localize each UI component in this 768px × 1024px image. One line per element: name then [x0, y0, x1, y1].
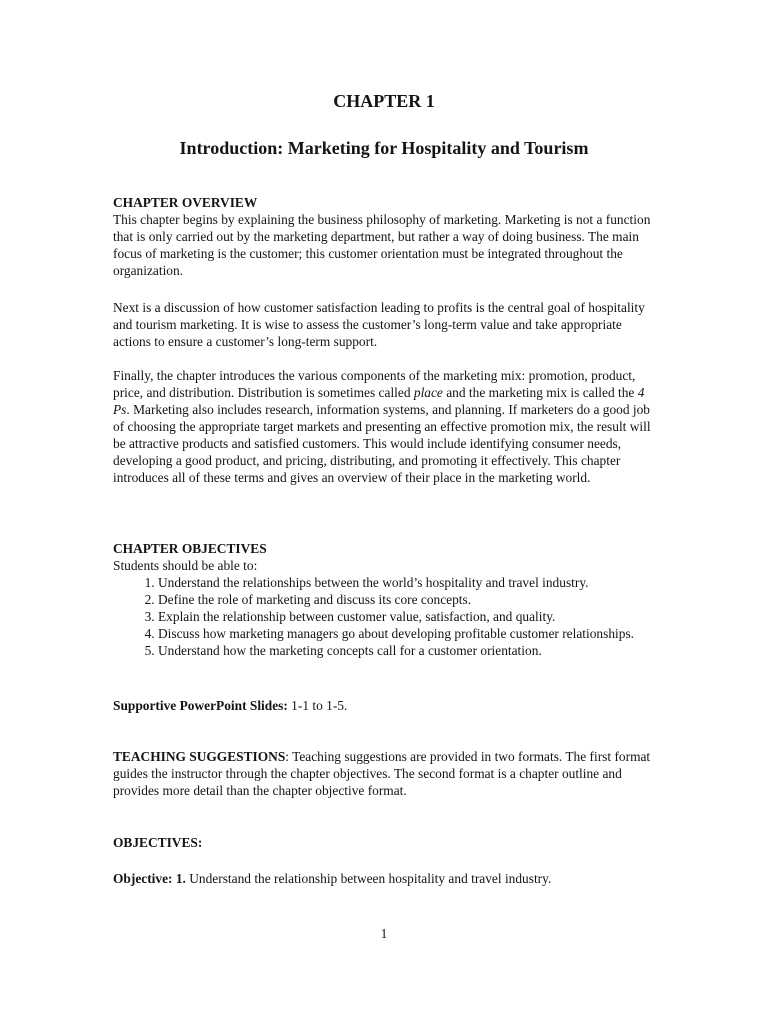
objective-item: 1. Understand the relationships between the world’s hospitality and travel industry. — [158, 574, 659, 591]
teaching-suggestions-block — [113, 748, 659, 799]
chapter-number: CHAPTER 1 — [333, 91, 435, 111]
objective-item: 2. Define the role of marketing and discuss its core concepts. — [158, 591, 659, 608]
p3-text-c: . Marketing also includes research, information systems, and planning. If marketers do a good job of choosing the appropriate target markets and presenting an effective promotion mix, the result will be attractive products and satisfied customers. This would include identifying consumer needs, developing a good product, and pricing, distributing, and promoting it effectively. This chapter introduces all of these terms and gives an overview of their place in the marketing world. — [113, 402, 651, 485]
objective-1-label: Objective: 1. — [113, 871, 186, 886]
p3-text-a: Finally, the chapter introduces the various components of the marketing mix: promotion, product, price, and distribution. Distribution is sometimes called — [113, 368, 636, 400]
teaching-suggestions-label: TEACHING SUGGESTIONS — [113, 749, 286, 764]
chapter-overview-heading: CHAPTER OVERVIEW — [113, 195, 258, 210]
powerpoint-value: 1-1 to 1-5. — [287, 698, 348, 713]
overview-paragraph-3-block — [113, 367, 659, 486]
objective-item: 5. Understand how the marketing concepts call for a customer orientation. — [158, 642, 659, 659]
chapter-overview-section — [113, 194, 659, 279]
objectives-list — [113, 574, 659, 659]
chapter-objectives-heading: CHAPTER OBJECTIVES — [113, 541, 267, 556]
chapter-title: Introduction: Marketing for Hospitality and Tourism — [179, 138, 589, 158]
powerpoint-slides-line — [113, 697, 659, 714]
objectives-heading-block — [113, 834, 659, 851]
teaching-suggestions-text: : Teaching suggestions are provided in two formats. The first format guides the instructor through the chapter objectives. The second format is a chapter outline and provides more detail than the chapter objective format. — [113, 749, 651, 798]
objectives-intro: Students should be able to: — [113, 558, 258, 573]
overview-paragraph-2: Next is a discussion of how customer satisfaction leading to profits is the central goal of hospitality and tourism marketing. It is wise to assess the customer’s long-term value and take appropriate actions to ensure a customer’s long-term support. — [113, 300, 645, 349]
objectives-heading: OBJECTIVES: — [113, 835, 203, 850]
overview-paragraph-2-block — [113, 299, 659, 350]
four-ps-term: 4 Ps — [113, 385, 645, 417]
objective-1-line — [113, 870, 659, 887]
objective-item: 3. Explain the relationship between customer value, satisfaction, and quality. — [158, 608, 659, 625]
page-number: 1 — [380, 926, 388, 941]
place-term: place — [413, 385, 443, 400]
overview-paragraph-1: This chapter begins by explaining the business philosophy of marketing. Marketing is not a function that is only carried out by the marketing department, but rather a way of doing business. The main focus of marketing is the customer; this customer orientation must be integrated throughout the organization. — [113, 212, 651, 278]
objective-1-text: Understand the relationship between hospitality and travel industry. — [185, 871, 552, 886]
powerpoint-label: Supportive PowerPoint Slides: — [113, 698, 288, 713]
overview-paragraph-3 — [113, 367, 659, 486]
objective-item: 4. Discuss how marketing managers go about developing profitable customer relationships. — [158, 625, 659, 642]
chapter-objectives-section — [113, 540, 659, 659]
p3-text-b: and the marketing mix is called the — [442, 385, 638, 400]
